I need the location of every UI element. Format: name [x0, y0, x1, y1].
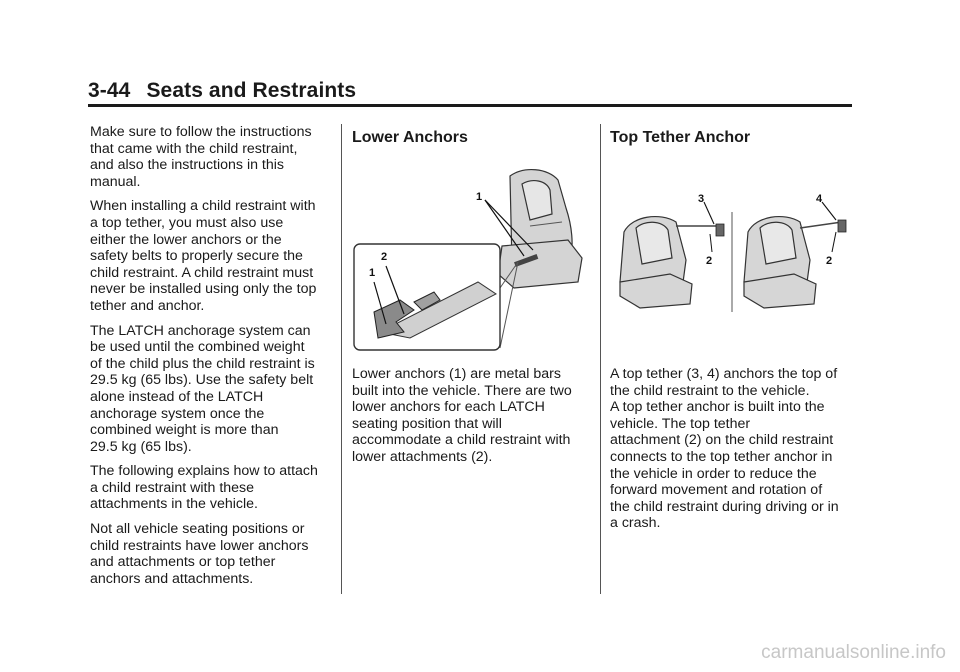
paragraph — [90, 521, 335, 587]
paragraph — [90, 198, 335, 314]
column-divider — [600, 124, 601, 594]
text-line: connects to the top tether anchor in — [610, 448, 833, 465]
text-line: combined weight is more than — [90, 422, 279, 439]
text-line: manual. — [90, 173, 141, 190]
text-line: a top tether, you must also use — [90, 214, 284, 231]
top-tether-illustration — [610, 188, 854, 314]
callout-label: 4 — [816, 193, 823, 205]
callout-label: 1 — [476, 191, 483, 203]
header-rule — [88, 104, 852, 107]
callout-label: 2 — [706, 255, 713, 267]
text-line: either the lower anchors or the — [90, 231, 282, 248]
callout-label: 2 — [381, 251, 388, 263]
page-header — [88, 79, 852, 107]
text-line: forward movement and rotation of — [610, 482, 823, 499]
text-line: Lower anchors (1) are metal bars — [352, 366, 561, 382]
text-line: A top tether (3, 4) anchors the top of — [610, 366, 838, 382]
text-line: and attachments or top tether — [90, 554, 276, 571]
callout-label: 1 — [369, 267, 376, 279]
text-line: Make sure to follow the instructions — [90, 124, 312, 140]
callout-label: 3 — [698, 193, 705, 205]
paragraph — [90, 323, 335, 456]
text-line: anchors and attachments. — [90, 570, 254, 587]
text-line: the child restraint to the vehicle. — [610, 382, 810, 399]
top-tether-caption — [610, 366, 855, 532]
text-line: 29.5 kg (65 lbs). — [90, 438, 192, 455]
text-line: The LATCH anchorage system can — [90, 322, 311, 339]
paragraph — [90, 463, 335, 513]
callout-label: 2 — [826, 255, 833, 267]
lower-anchors-illustration — [352, 162, 594, 356]
text-line: anchorage system once the — [90, 405, 265, 422]
text-line: vehicle. The top tether — [610, 415, 751, 432]
text-line: safety belts to properly secure the — [90, 248, 303, 265]
text-line: the child restraint during driving or in — [610, 498, 839, 515]
text-line: attachment (2) on the child restraint — [610, 432, 834, 449]
text-line: A top tether anchor is built into the — [610, 399, 825, 416]
text-line: built into the vehicle. There are two — [352, 382, 572, 399]
text-line: be used until the combined weight — [90, 339, 305, 356]
column-top-tether — [610, 124, 855, 147]
text-line: of the child plus the child restraint is — [90, 355, 315, 372]
section-heading: Lower Anchors — [352, 129, 468, 146]
lower-anchors-caption — [352, 366, 592, 466]
text-line: a child restraint with these — [90, 479, 255, 496]
paragraph — [90, 124, 335, 190]
column-lower-anchors — [352, 124, 592, 147]
text-line: When installing a child restraint with — [90, 198, 316, 215]
column-divider — [341, 124, 342, 594]
section-title: Seats and Restraints — [146, 79, 357, 102]
text-line: lower anchors for each LATCH — [352, 399, 545, 416]
text-line: child restraints have lower anchors — [90, 537, 309, 554]
text-line: The following explains how to attach — [90, 463, 318, 480]
text-line: and also the instructions in this — [90, 157, 285, 174]
page-number: 3-44 — [88, 79, 131, 102]
page-title — [88, 79, 356, 103]
text-line: seating position that will — [352, 415, 502, 432]
text-line: the vehicle in order to reduce the — [610, 465, 817, 482]
text-line: a crash. — [610, 515, 661, 532]
text-line: never be installed using only the top — [90, 281, 317, 298]
section-heading: Top Tether Anchor — [610, 129, 751, 146]
text-line: lower attachments (2). — [352, 448, 493, 465]
text-line: attachments in the vehicle. — [90, 496, 258, 513]
text-line: Not all vehicle seating positions or — [90, 521, 305, 538]
text-line: that came with the child restraint, — [90, 140, 298, 157]
column-intro — [90, 124, 335, 595]
text-line: alone instead of the LATCH — [90, 388, 264, 405]
text-line: 29.5 kg (65 lbs). Use the safety belt — [90, 372, 314, 389]
text-line: child restraint. A child restraint must — [90, 264, 314, 281]
watermark: carmanualsonline.info — [761, 642, 946, 663]
text-line: tether and anchor. — [90, 297, 205, 314]
text-line: accommodate a child restraint with — [352, 432, 571, 449]
